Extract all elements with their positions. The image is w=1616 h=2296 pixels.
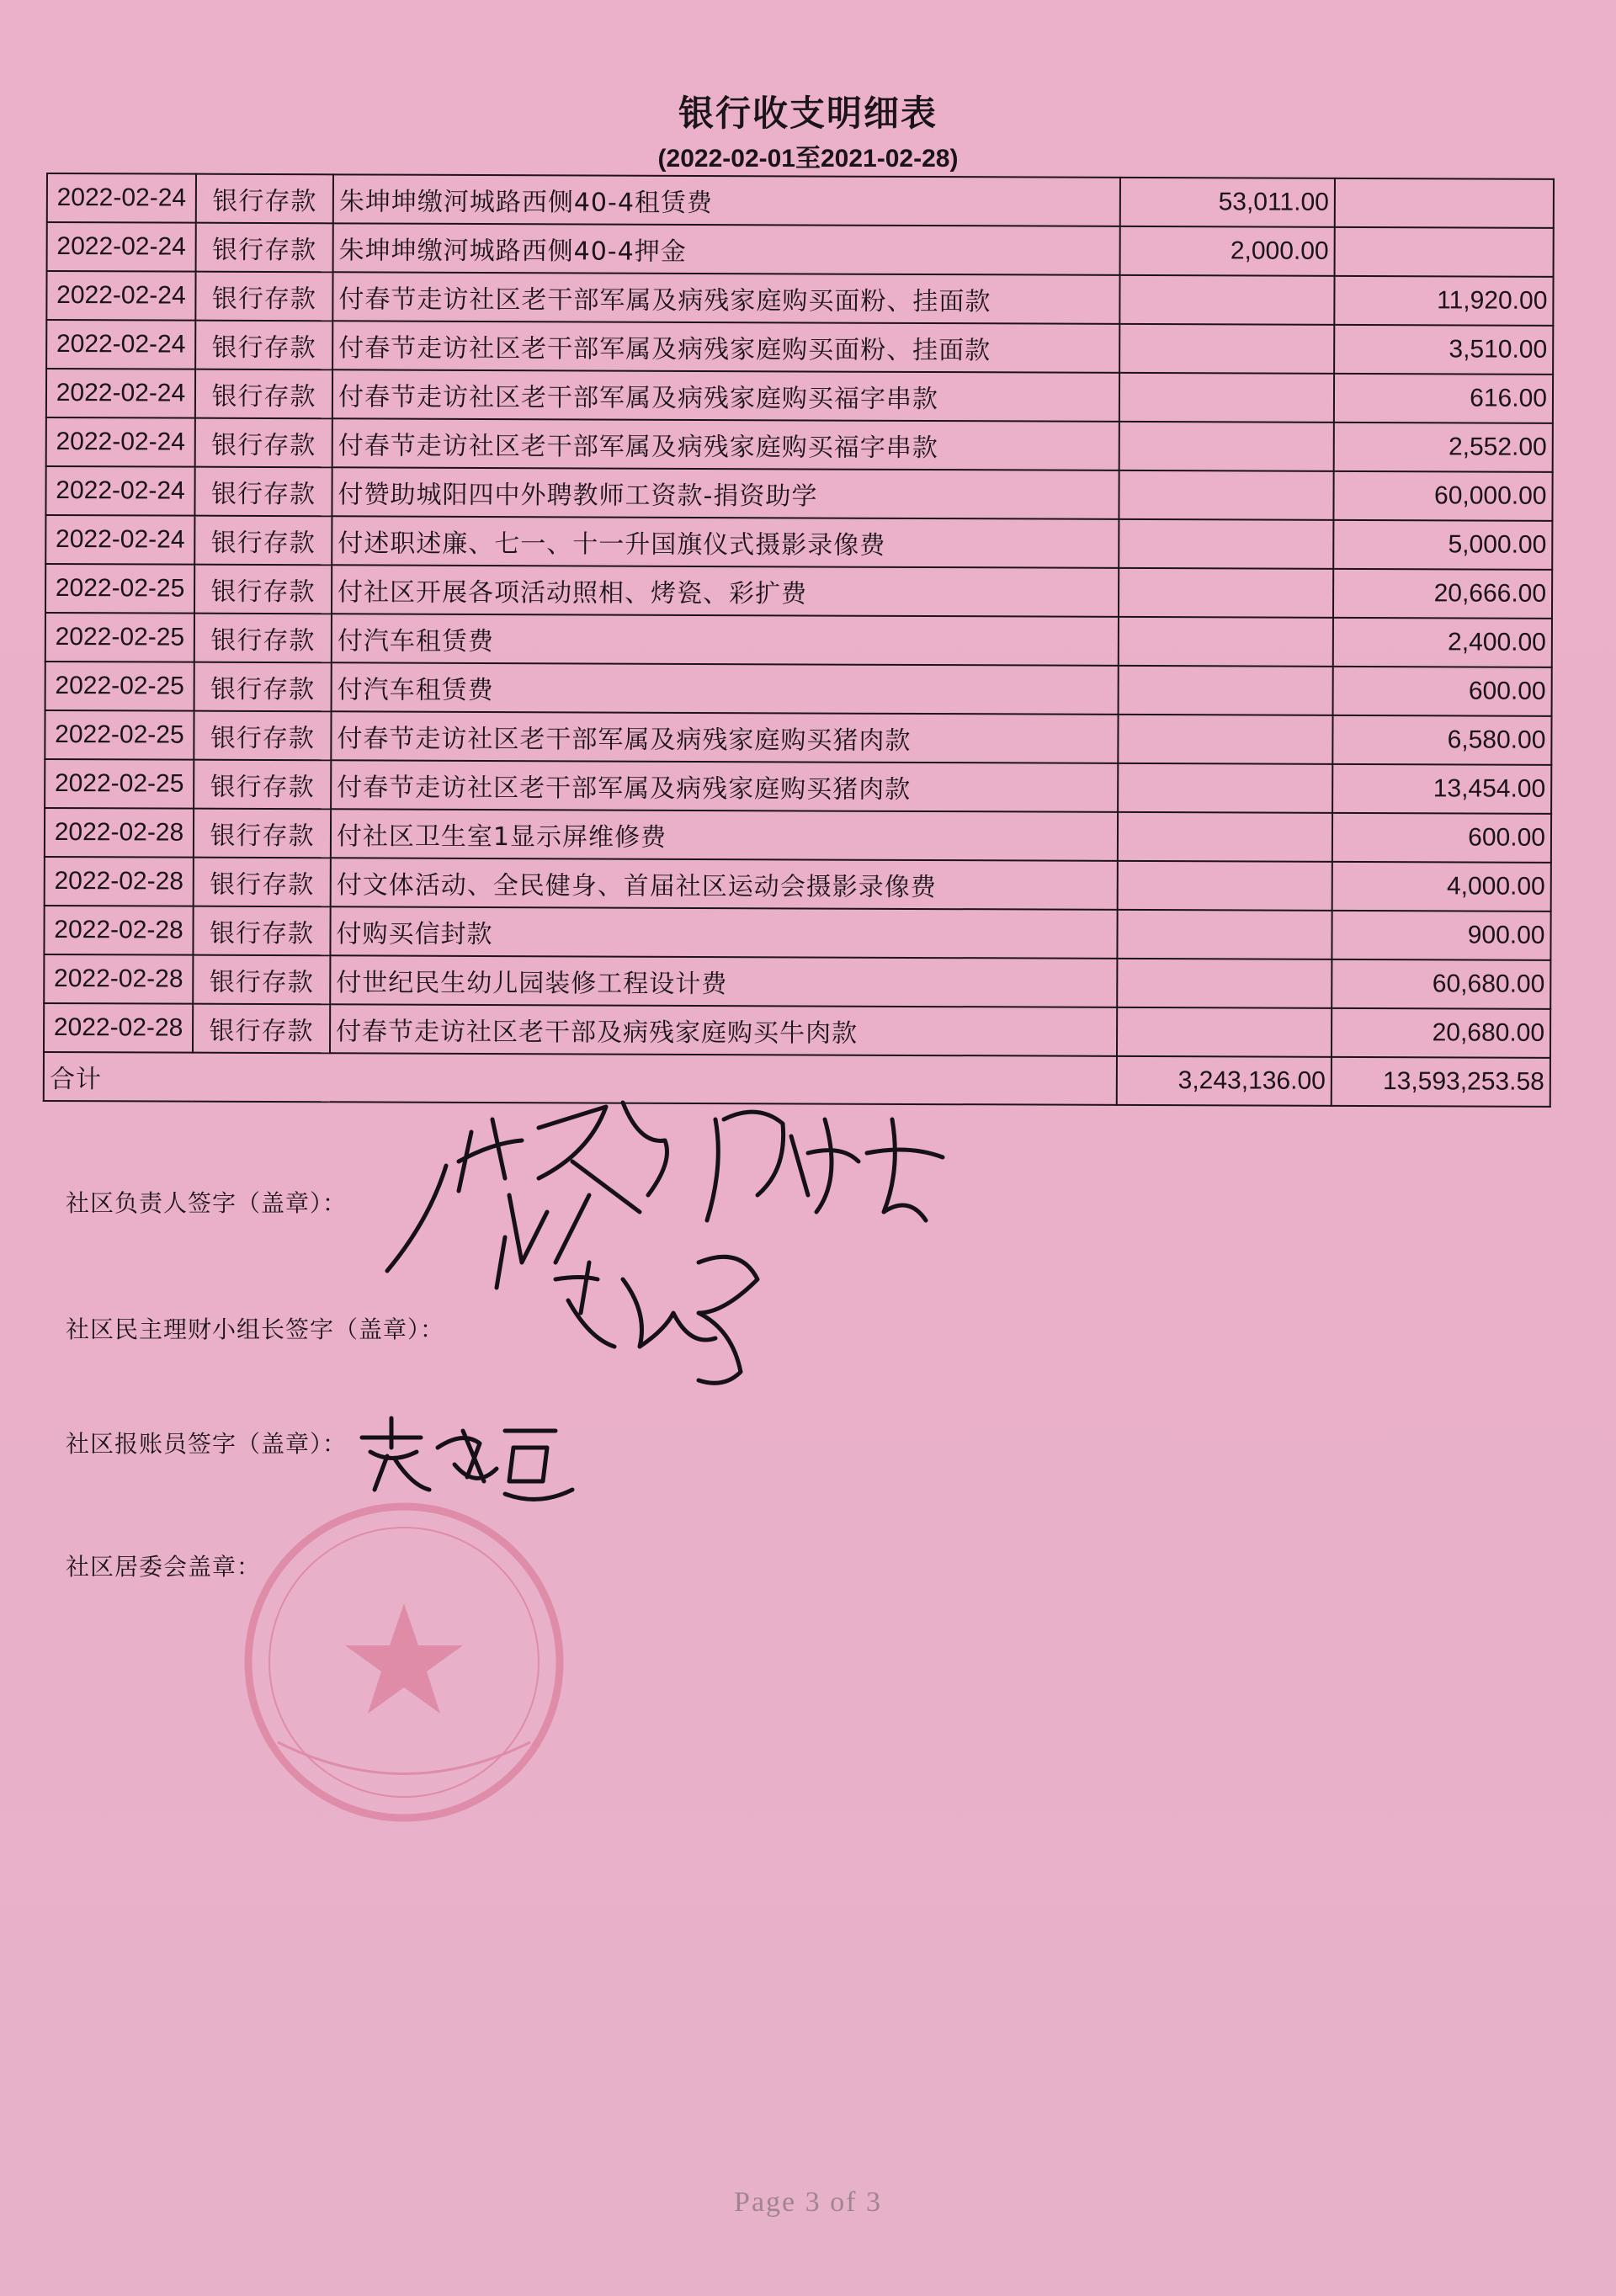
date-cell: 2022-02-24 — [46, 417, 195, 467]
description-cell: 付春节走访社区老干部军属及病残家庭购买面粉、挂面款 — [332, 272, 1119, 324]
date-range: (2022-02-01至2021-02-28) — [657, 145, 959, 173]
account-cell: 银行存款 — [193, 906, 330, 956]
expense-cell: 6,580.00 — [1332, 715, 1551, 765]
account-cell: 银行存款 — [194, 858, 331, 907]
date-cell: 2022-02-25 — [45, 662, 194, 711]
date-cell: 2022-02-24 — [45, 466, 194, 516]
expense-cell: 20,680.00 — [1332, 1008, 1550, 1058]
description-cell: 付春节走访社区老干部军属及病残家庭购买面粉、挂面款 — [332, 321, 1119, 373]
total-expense-cell: 13,593,253.58 — [1332, 1057, 1550, 1107]
account-cell: 银行存款 — [193, 955, 330, 1005]
finance-group-signature — [556, 1257, 758, 1383]
page-number: Page 3 of 3 — [734, 2187, 882, 2218]
expense-cell: 3,510.00 — [1334, 325, 1553, 375]
description-cell: 付春节走访社区老干部军属及病残家庭购买福字串款 — [332, 369, 1119, 422]
total-income-cell: 3,243,136.00 — [1117, 1056, 1332, 1106]
expense-cell: 60,000.00 — [1333, 471, 1552, 521]
account-cell: 银行存款 — [194, 662, 332, 712]
expense-cell: 600.00 — [1333, 667, 1552, 716]
expense-cell: 5,000.00 — [1333, 520, 1552, 570]
description-cell: 付春节走访社区老干部军属及病残家庭购买猪肉款 — [331, 711, 1118, 763]
committee-seal-label: 社区居委会盖章： — [66, 1553, 262, 1581]
account-cell: 银行存款 — [195, 369, 332, 419]
account-cell: 银行存款 — [195, 418, 332, 468]
seal-star-icon — [345, 1603, 463, 1714]
account-cell: 银行存款 — [196, 223, 333, 273]
total-label: 合计 — [44, 1052, 1117, 1105]
description-cell: 付汽车租赁费 — [332, 662, 1119, 715]
date-cell: 2022-02-24 — [46, 369, 195, 418]
date-cell: 2022-02-28 — [45, 857, 194, 906]
account-cell: 银行存款 — [195, 272, 332, 322]
account-cell: 银行存款 — [194, 760, 331, 810]
description-cell: 付文体活动、全民健身、首届社区运动会摄影录像费 — [331, 858, 1118, 910]
account-cell: 银行存款 — [194, 565, 332, 614]
description-cell: 付赞助城阳四中外聘教师工资款-捐资助学 — [332, 467, 1119, 519]
committee-seal — [248, 1507, 560, 1818]
date-cell: 2022-02-28 — [45, 808, 194, 858]
account-cell: 银行存款 — [194, 516, 332, 566]
account-cell: 银行存款 — [194, 467, 332, 517]
income-cell: 2,000.00 — [1120, 226, 1335, 276]
description-cell: 付汽车租赁费 — [332, 614, 1119, 666]
document-title: 银行收支明细表 — [678, 93, 938, 134]
account-cell: 银行存款 — [194, 711, 331, 761]
description-cell: 付社区卫生室1显示屏维修费 — [331, 809, 1118, 861]
expense-cell: 900.00 — [1332, 911, 1550, 960]
description-cell: 付春节走访社区老干部及病残家庭购买牛肉款 — [330, 1004, 1117, 1056]
description-cell: 付春节走访社区老干部军属及病残家庭购买猪肉款 — [331, 760, 1118, 812]
leader-signature — [387, 1103, 943, 1288]
expense-cell: 4,000.00 — [1332, 862, 1551, 911]
date-cell: 2022-02-25 — [45, 564, 194, 614]
date-cell: 2022-02-24 — [47, 173, 196, 223]
description-cell: 付世纪民生幼儿园装修工程设计费 — [330, 955, 1117, 1007]
account-cell: 银行存款 — [196, 174, 333, 224]
description-cell: 朱坤坤缴河城路西侧40-4租赁费 — [333, 174, 1120, 226]
date-cell: 2022-02-28 — [44, 1003, 193, 1053]
date-cell: 2022-02-24 — [45, 515, 194, 565]
description-cell: 付购买信封款 — [330, 906, 1117, 959]
date-cell: 2022-02-25 — [45, 759, 194, 809]
expense-cell: 13,454.00 — [1332, 764, 1551, 814]
expense-cell: 20,666.00 — [1333, 569, 1552, 619]
description-cell: 付社区开展各项活动照相、烤瓷、彩扩费 — [332, 565, 1119, 617]
account-cell: 银行存款 — [194, 809, 331, 858]
date-cell: 2022-02-24 — [47, 222, 196, 272]
description-cell: 付春节走访社区老干部军属及病残家庭购买福字串款 — [332, 418, 1119, 470]
expense-cell: 616.00 — [1334, 374, 1553, 423]
description-cell: 付述职述廉、七一、十一升国旗仪式摄影录像费 — [332, 516, 1119, 568]
expense-cell: 600.00 — [1332, 813, 1551, 863]
date-cell: 2022-02-25 — [45, 613, 194, 662]
income-cell: 53,011.00 — [1120, 178, 1335, 227]
account-cell: 银行存款 — [193, 1004, 330, 1054]
finance-group-signature-label: 社区民主理财小组长签字（盖章）： — [66, 1315, 445, 1343]
date-cell: 2022-02-24 — [46, 271, 195, 321]
expense-cell: 2,552.00 — [1334, 423, 1553, 472]
account-cell: 银行存款 — [195, 321, 332, 370]
account-cell: 银行存款 — [194, 614, 332, 663]
expense-cell: 2,400.00 — [1333, 618, 1552, 667]
description-cell: 朱坤坤缴河城路西侧40-4押金 — [333, 223, 1120, 275]
bookkeeper-signature-label: 社区报账员签字（盖章）： — [66, 1430, 348, 1458]
expense-cell: 11,920.00 — [1334, 276, 1553, 326]
date-cell: 2022-02-28 — [44, 954, 193, 1004]
leader-signature-label: 社区负责人签字（盖章）： — [66, 1189, 348, 1217]
expense-cell: 60,680.00 — [1332, 959, 1550, 1009]
bookkeeper-signature — [362, 1418, 572, 1499]
date-cell: 2022-02-24 — [46, 320, 195, 369]
date-cell: 2022-02-28 — [44, 906, 193, 955]
date-cell: 2022-02-25 — [45, 710, 194, 760]
